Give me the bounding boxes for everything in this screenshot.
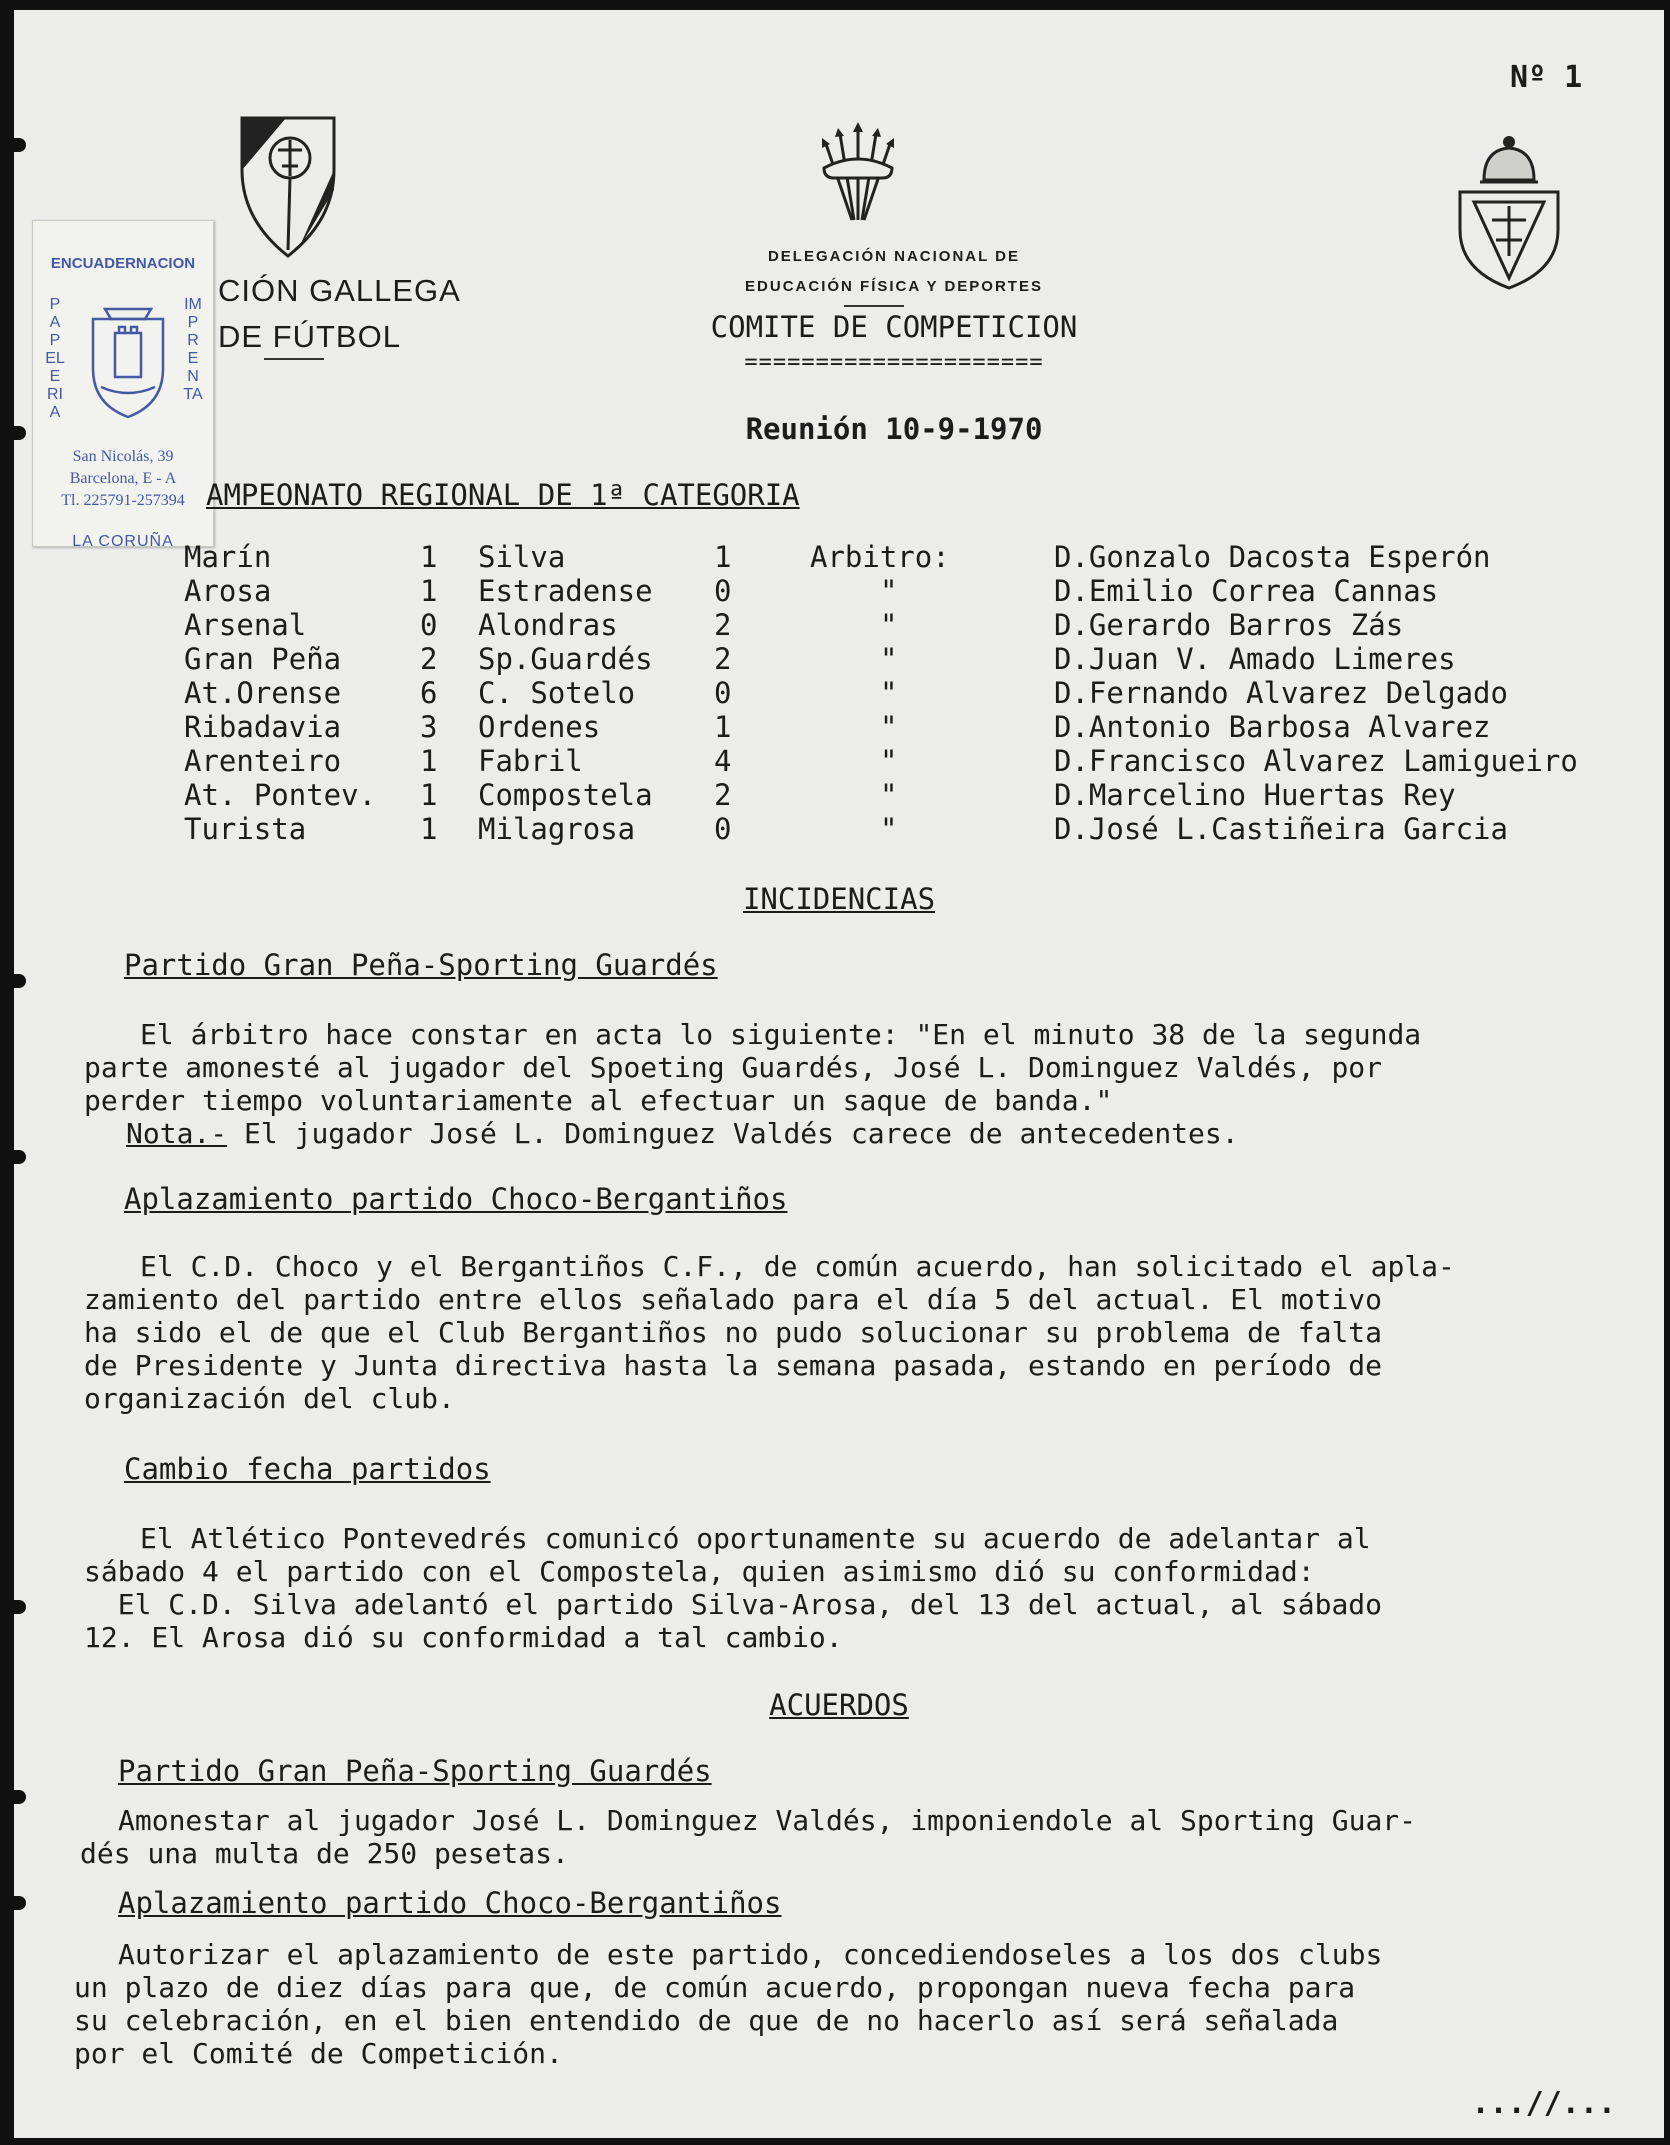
score-home: 0 [420,608,438,642]
referee-label: " [880,778,898,812]
referee-name: D.Gerardo Barros Zás [1054,608,1404,642]
referee-label: " [880,608,898,642]
city-shield-icon [83,299,173,419]
agreement-text [80,1804,1416,1870]
result-row [184,778,1578,812]
agreement-title: Partido Gran Peña-Sporting Guardés [118,1754,712,1788]
binding-notch [14,138,26,152]
bookbinder-stamp [32,220,214,550]
team-away: Fabril [478,744,583,778]
score-away: 0 [714,574,732,608]
score-away: 4 [714,744,732,778]
divider [844,305,904,307]
team-home: Arenteiro [184,744,342,778]
team-away: Estradense [478,574,653,608]
result-row [184,574,1578,608]
referee-name: D.Antonio Barbosa Alvarez [1054,710,1491,744]
score-home: 6 [420,676,438,710]
incident-title: Aplazamiento partido Choco-Bergantiños [124,1182,788,1216]
team-away: Compostela [478,778,653,812]
team-home: Arosa [184,574,272,608]
referee-name: D.Francisco Alvarez Lamigueiro [1054,744,1578,778]
binding-notch [14,1600,26,1614]
team-away: Alondras [478,608,618,642]
score-home: 2 [420,642,438,676]
agreement-title: Aplazamiento partido Choco-Bergantiños [118,1886,782,1920]
royal-federation-crest-icon [1454,130,1564,290]
result-row [184,812,1578,846]
referee-label: " [880,642,898,676]
score-home: 1 [420,812,438,846]
note-text: El jugador José L. Dominguez Valdés carece de antecedentes. [227,1117,1239,1150]
stamp-address-line: San Nicolás, 39 [72,448,174,465]
incident-title: Cambio fecha partidos [124,1452,491,1486]
score-home: 1 [420,744,438,778]
score-home: 1 [420,778,438,812]
incident-text-body: El árbitro hace constar en acta lo siguiente: "En el minuto 38 de la segunda parte amonesté al jugador del Spoeting Guardés, José L. Dominguez Valdés, por perder tiempo voluntariamente al efectuar un saque de banda." [84,1018,1422,1117]
team-away: Sp.Guardés [478,642,653,676]
federation-name-line1: CIÓN GALLEGA [218,273,461,308]
score-away: 2 [714,642,732,676]
referee-label: " [880,574,898,608]
referee-label: " [880,812,898,846]
team-home: Marín [184,540,272,574]
committee-title: COMITE DE COMPETICION [710,310,1078,344]
result-row [184,608,1578,642]
committee-title-underline: ===================== [744,350,1044,375]
referee-label: " [880,710,898,744]
score-home: 1 [420,540,438,574]
referee-name: D.Gonzalo Dacosta Esperón [1054,540,1491,574]
team-home: Turista [184,812,307,846]
binding-notch [14,1790,26,1804]
stamp-vertical-left: PAPELERIA [45,296,65,421]
acuerdos-heading: ACUERDOS [769,1688,909,1722]
incident-title: Partido Gran Peña-Sporting Guardés [124,948,718,982]
document-page [14,10,1664,2138]
binding-notch [14,974,26,988]
delegation-line1: DELEGACIÓN NACIONAL DE [767,248,1021,265]
yoke-and-arrows-emblem-icon [818,120,898,230]
team-away: Silva [478,540,566,574]
championship-title: AMPEONATO REGIONAL DE 1ª CATEGORIA [206,478,800,512]
team-home: At.Orense [184,676,342,710]
note-label: Nota.- [126,1117,228,1150]
team-home: Gran Peña [184,642,342,676]
referee-name: D.Fernando Alvarez Delgado [1054,676,1508,710]
referee-name: D.Juan V. Amado Limeres [1054,642,1456,676]
score-home: 1 [420,574,438,608]
incident-text [84,1250,1455,1415]
referee-label: Arbitro: [810,540,950,574]
stamp-vertical-right: IMPRENTA [183,296,203,403]
binding-notch [14,426,26,440]
team-away: C. Sotelo [478,676,636,710]
delegation-line2: EDUCACIÓN FÍSICA Y DEPORTES [745,278,1043,295]
referee-name: D.José L.Castiñeira Garcia [1054,812,1508,846]
score-away: 0 [714,812,732,846]
result-row [184,744,1578,778]
page-number: Nº 1 [1510,60,1583,95]
team-away: Milagrosa [478,812,636,846]
result-row [184,676,1578,710]
agreement-text [74,1938,1382,2070]
stamp-address-line: Tl. 225791-257394 [61,492,185,509]
incident-text-body: El Atlético Pontevedrés comunicó oportunamente su acuerdo de adelantar al sábado 4 el partido con el Compostela, quien asimismo dió su conformidad: El C.D. Silva adelantó el partido Silva-Arosa, del 13 del actual, al sábado 12. El Arosa dió su conformidad a tal cambio. [84,1522,1383,1654]
agreement-text-body: Amonestar al jugador José L. Dominguez Valdés, imponiendole al Sporting Guar- dés una multa de 250 pesetas. [80,1804,1417,1870]
divider [264,358,324,360]
binding-notch [14,1150,26,1164]
score-away: 2 [714,608,732,642]
stamp-title: ENCUADERNACION [50,255,196,272]
referee-label: " [880,744,898,778]
federation-crest-icon [238,110,338,260]
incident-text-body: El C.D. Choco y el Bergantiños C.F., de común acuerdo, han solicitado el apla- zamiento del partido entre ellos señalado para el día 5 del actual. El motivo ha sido el de que el Club Bergantiños no pudo solucionar su problema de falta de Presidente y Junta directiva hasta la semana pasada, estando en período de organización del club. [84,1250,1455,1415]
agreement-text-body: Autorizar el aplazamiento de este partido, concediendoseles a los dos clubs un plazo de diez días para que, de común acuerdo, propongan nueva fecha para su celebración, en el bien entendido de que de no hacerlo así será señalada por el Comité de Competición. [74,1938,1383,2070]
delegation-heading [644,242,1144,302]
team-home: Arsenal [184,608,307,642]
incidencias-heading: INCIDENCIAS [742,882,936,916]
results-table [184,540,1578,846]
score-away: 1 [714,710,732,744]
result-row [184,540,1578,574]
team-away: Ordenes [478,710,601,744]
federation-name-line2: DE FÚTBOL [218,319,401,354]
stamp-city: LA CORUÑA [72,533,174,550]
incident-text [84,1018,1421,1117]
referee-name: D.Emilio Correa Cannas [1054,574,1439,608]
meeting-date: Reunión 10-9-1970 [745,412,1043,446]
continuation-mark: ...//... [1471,2086,1616,2121]
score-away: 1 [714,540,732,574]
score-away: 2 [714,778,732,812]
team-home: Ribadavia [184,710,342,744]
result-row [184,710,1578,744]
score-home: 3 [420,710,438,744]
incident-text [84,1522,1382,1654]
stamp-address-line: Barcelona, E - A [69,470,177,487]
team-home: At. Pontev. [184,778,377,812]
referee-label: " [880,676,898,710]
stamp-address [33,446,213,512]
incident-note [126,1117,1239,1150]
score-away: 0 [714,676,732,710]
federation-name [218,268,461,360]
referee-name: D.Marcelino Huertas Rey [1054,778,1456,812]
result-row [184,642,1578,676]
binding-notch [14,1896,26,1910]
